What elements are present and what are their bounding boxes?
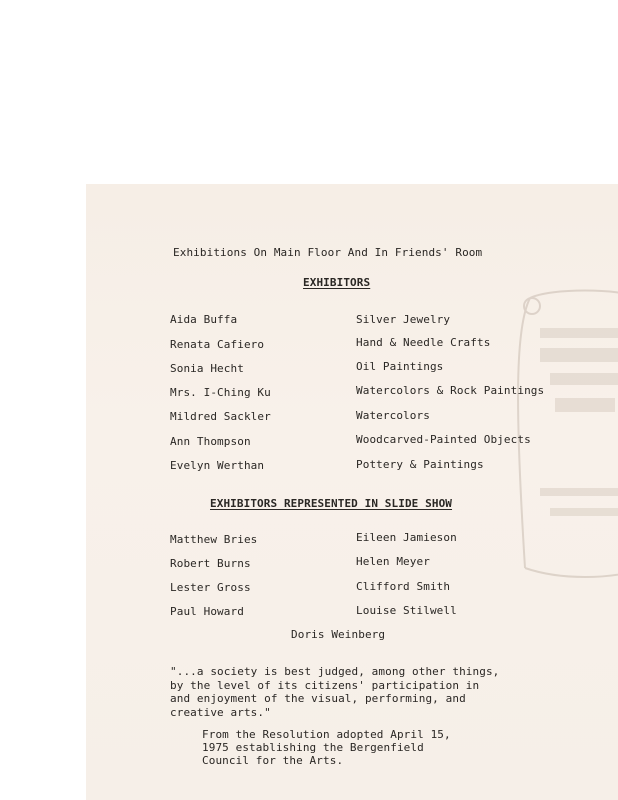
exhibitor-name: Aida Buffa <box>170 313 238 326</box>
exhibitor-name: Renata Cafiero <box>170 338 265 351</box>
slide-show-name-center: Doris Weinberg <box>291 628 386 641</box>
slide-show-name-right: Clifford Smith <box>356 580 451 593</box>
quote-line: "...a society is best judged, among other things, <box>170 665 500 678</box>
exhibitor-name: Mildred Sackler <box>170 410 271 423</box>
source-line: From the Resolution adopted April 15, <box>202 728 451 741</box>
exhibitor-name: Ann Thompson <box>170 435 251 448</box>
source-line: Council for the Arts. <box>202 754 344 767</box>
slide-show-name-left: Lester Gross <box>170 581 251 594</box>
slide-show-name-right: Helen Meyer <box>356 555 430 568</box>
slide-show-name-right: Eileen Jamieson <box>356 531 457 544</box>
exhibitor-medium: Oil Paintings <box>356 360 444 373</box>
quote-line: by the level of its citizens' participation in <box>170 679 480 692</box>
quote-line: and enjoyment of the visual, performing, and <box>170 692 466 705</box>
exhibitor-medium: Watercolors & Rock Paintings <box>356 384 545 397</box>
slide-show-name-left: Matthew Bries <box>170 533 258 546</box>
page-heading: Exhibitions On Main Floor And In Friends' Room <box>173 246 483 259</box>
exhibitor-medium: Silver Jewelry <box>356 313 451 326</box>
slide-show-name-right: Louise Stilwell <box>356 604 457 617</box>
exhibitors-heading: EXHIBITORS <box>303 276 371 289</box>
quote-line: creative arts." <box>170 706 271 719</box>
slide-show-name-left: Robert Burns <box>170 557 251 570</box>
source-line: 1975 establishing the Bergenfield <box>202 741 424 754</box>
exhibitor-medium: Woodcarved-Painted Objects <box>356 433 531 446</box>
slide-show-heading: EXHIBITORS REPRESENTED IN SLIDE SHOW <box>210 497 453 510</box>
slide-show-name-left: Paul Howard <box>170 605 244 618</box>
exhibitor-medium: Hand & Needle Crafts <box>356 336 491 349</box>
exhibitor-name: Mrs. I-Ching Ku <box>170 386 271 399</box>
exhibitor-medium: Pottery & Paintings <box>356 458 484 471</box>
exhibitor-medium: Watercolors <box>356 409 430 422</box>
exhibitor-name: Sonia Hecht <box>170 362 244 375</box>
exhibitor-name: Evelyn Werthan <box>170 459 265 472</box>
